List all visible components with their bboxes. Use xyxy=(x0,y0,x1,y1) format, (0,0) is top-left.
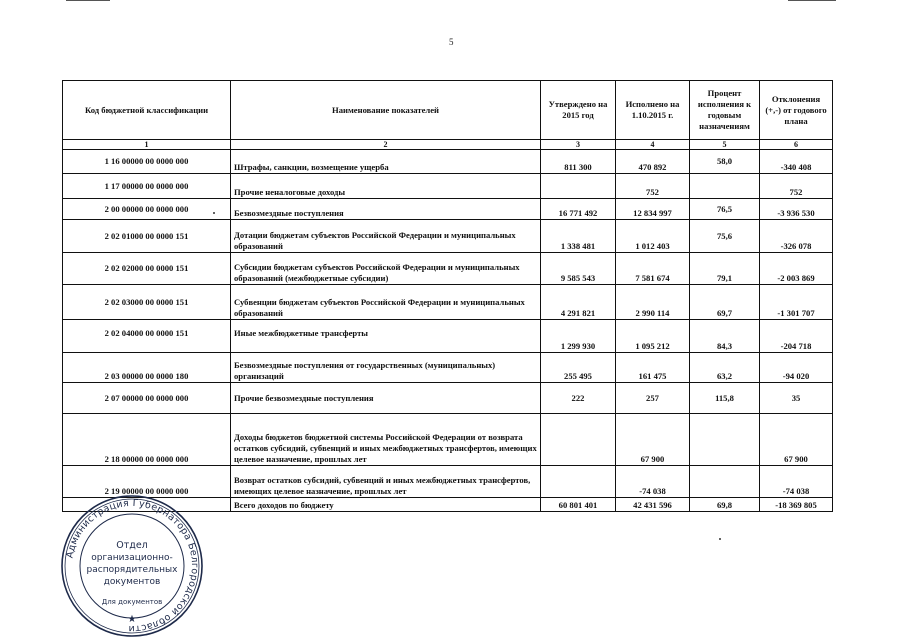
cell-approved xyxy=(541,466,616,498)
cell-executed: 257 xyxy=(616,383,690,414)
cell-deviation: 35 xyxy=(760,383,833,414)
cell-name: Дотации бюджетам субъектов Российской Федерации и муниципальных образований xyxy=(231,220,541,253)
table-row xyxy=(63,199,833,220)
stamp-center-line: документов xyxy=(103,577,161,587)
cell-deviation: 67 900 xyxy=(760,414,833,466)
table-row xyxy=(63,285,833,320)
table-row xyxy=(63,320,833,353)
table-row xyxy=(63,150,833,174)
cell-deviation: -326 078 xyxy=(760,220,833,253)
header-name: Наименование показателей xyxy=(231,81,541,140)
column-number: 4 xyxy=(616,140,690,150)
cell-code: 2 00 00000 00 0000 000 xyxy=(63,199,231,220)
cell-approved: 811 300 xyxy=(541,150,616,174)
official-stamp xyxy=(58,492,206,640)
cell-approved: 1 338 481 xyxy=(541,220,616,253)
cell-code: 2 18 00000 00 0000 000 xyxy=(63,414,231,466)
table-row xyxy=(63,414,833,466)
cell-approved: 9 585 543 xyxy=(541,253,616,285)
cell-deviation: -94 020 xyxy=(760,353,833,383)
cell-approved xyxy=(541,174,616,199)
header-approved: Утверждено на 2015 год xyxy=(541,81,616,140)
cell-percent: 69,8 xyxy=(690,498,760,512)
scan-speck xyxy=(719,538,721,540)
cell-executed: 42 431 596 xyxy=(616,498,690,512)
header-executed: Исполнено на 1.10.2015 г. xyxy=(616,81,690,140)
cell-executed: 470 892 xyxy=(616,150,690,174)
cell-executed: 752 xyxy=(616,174,690,199)
page-number: 5 xyxy=(449,37,454,47)
table-row xyxy=(63,220,833,253)
cell-name: Субсидии бюджетам субъектов Российской Федерации и муниципальных образований (межбюджетные субсидии) xyxy=(231,253,541,285)
cell-code: 2 02 01000 00 0000 151 xyxy=(63,220,231,253)
cell-name: Иные межбюджетные трансферты xyxy=(231,320,541,353)
cell-executed: 161 475 xyxy=(616,353,690,383)
cell-approved: 4 291 821 xyxy=(541,285,616,320)
cell-executed: 67 900 xyxy=(616,414,690,466)
stamp-center-line: распорядительных xyxy=(86,565,178,575)
cell-code: 1 16 00000 00 0000 000 xyxy=(63,150,231,174)
cell-approved: 222 xyxy=(541,383,616,414)
cell-approved xyxy=(541,414,616,466)
cell-percent: 76,5 xyxy=(690,199,760,220)
cell-deviation: -2 003 869 xyxy=(760,253,833,285)
stamp-bottom-text: Для документов xyxy=(101,598,163,606)
cell-percent: 115,8 xyxy=(690,383,760,414)
cell-executed: 1 012 403 xyxy=(616,220,690,253)
table-row xyxy=(63,174,833,199)
stamp-center-line: Отдел xyxy=(116,540,148,551)
column-number: 3 xyxy=(541,140,616,150)
scan-artifact xyxy=(66,0,110,1)
cell-code: 2 02 03000 00 0000 151 xyxy=(63,285,231,320)
cell-name: Безвозмездные поступления от государственных (муниципальных) организаций xyxy=(231,353,541,383)
cell-approved: 1 299 930 xyxy=(541,320,616,353)
cell-percent: 69,7 xyxy=(690,285,760,320)
cell-percent xyxy=(690,466,760,498)
column-number: 6 xyxy=(760,140,833,150)
stamp-ring-text: Администрация Губернатора Белгородской области xyxy=(64,497,201,635)
scan-artifact xyxy=(788,0,836,1)
cell-executed: 7 581 674 xyxy=(616,253,690,285)
cell-percent: 63,2 xyxy=(690,353,760,383)
stamp-center-line: организационно- xyxy=(91,553,173,563)
cell-code: 2 02 02000 00 0000 151 xyxy=(63,253,231,285)
cell-code: 2 07 00000 00 0000 000 xyxy=(63,383,231,414)
column-number-row xyxy=(63,140,833,150)
cell-percent: 79,1 xyxy=(690,253,760,285)
cell-deviation: -18 369 805 xyxy=(760,498,833,512)
cell-deviation: -3 936 530 xyxy=(760,199,833,220)
cell-executed: 2 990 114 xyxy=(616,285,690,320)
cell-deviation: -204 718 xyxy=(760,320,833,353)
budget-table xyxy=(62,80,833,512)
header-deviation: Отклонения (+,-) от годового плана xyxy=(760,81,833,140)
header-percent: Процент исполнения к годовым назначениям xyxy=(690,81,760,140)
cell-deviation: -340 408 xyxy=(760,150,833,174)
header-row xyxy=(63,81,833,140)
scan-speck xyxy=(213,212,215,214)
cell-name: Прочие неналоговые доходы xyxy=(231,174,541,199)
cell-executed: 1 095 212 xyxy=(616,320,690,353)
cell-deviation: -1 301 707 xyxy=(760,285,833,320)
cell-deviation: 752 xyxy=(760,174,833,199)
cell-name: Безвозмездные поступления xyxy=(231,199,541,220)
table-row xyxy=(63,353,833,383)
cell-name: Субвенции бюджетам субъектов Российской Федерации и муниципальных образований xyxy=(231,285,541,320)
cell-name: Всего доходов по бюджету xyxy=(231,498,541,512)
column-number: 2 xyxy=(231,140,541,150)
cell-approved: 16 771 492 xyxy=(541,199,616,220)
cell-executed: 12 834 997 xyxy=(616,199,690,220)
cell-percent: 84,3 xyxy=(690,320,760,353)
cell-code: 2 03 00000 00 0000 180 xyxy=(63,353,231,383)
cell-percent xyxy=(690,414,760,466)
cell-percent xyxy=(690,174,760,199)
cell-name: Возврат остатков субсидий, субвенций и иных межбюджетных трансфертов, имеющих целевое назначение, прошлых лет xyxy=(231,466,541,498)
cell-code: 2 02 04000 00 0000 151 xyxy=(63,320,231,353)
cell-name: Штрафы, санкции, возмещение ущерба xyxy=(231,150,541,174)
column-number: 1 xyxy=(63,140,231,150)
cell-code: 1 17 00000 00 0000 000 xyxy=(63,174,231,199)
cell-percent: 58,0 xyxy=(690,150,760,174)
cell-approved: 60 801 401 xyxy=(541,498,616,512)
table-row xyxy=(63,383,833,414)
cell-approved: 255 495 xyxy=(541,353,616,383)
cell-name: Прочие безвозмездные поступления xyxy=(231,383,541,414)
column-number: 5 xyxy=(690,140,760,150)
header-code: Код бюджетной классификации xyxy=(63,81,231,140)
cell-name: Доходы бюджетов бюджетной системы Российской Федерации от возврата остатков субсидий, субвенций и иных межбюджетных трансфертов, имеющих целевое назначение, прошлых лет xyxy=(231,414,541,466)
cell-executed: -74 038 xyxy=(616,466,690,498)
cell-deviation: -74 038 xyxy=(760,466,833,498)
cell-percent: 75,6 xyxy=(690,220,760,253)
table-row xyxy=(63,253,833,285)
stamp-star-icon: ★ xyxy=(127,614,137,625)
cell-code: 2 19 00000 00 0000 000 xyxy=(63,466,231,498)
